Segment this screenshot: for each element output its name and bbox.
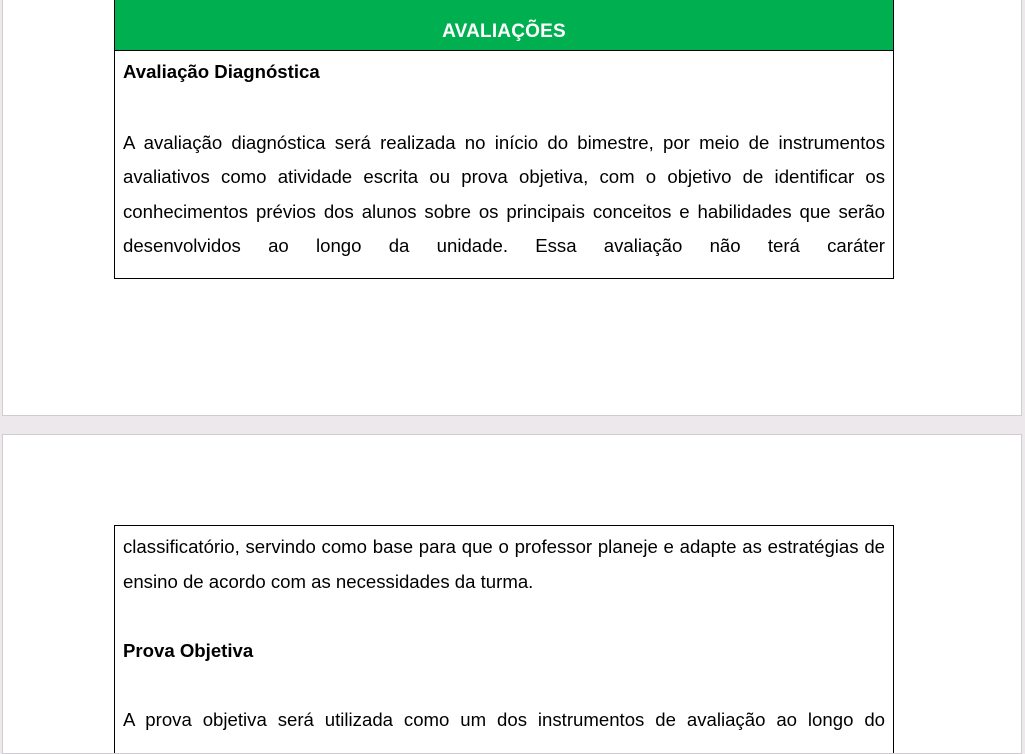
section-heading-diagnostic: Avaliação Diagnóstica	[123, 61, 320, 82]
document-page-2	[2, 434, 1022, 754]
section-paragraph-diagnostic: A avaliação diagnóstica será realizada no início do bimestre, por meio de instrumentos avaliativos como atividade escrita ou prova objetiva, com o objetivo de identificar os conhecimentos prévios dos alunos sobre os principais conceitos e habilidades que serão desenvolvidos ao longo da unidade. Essa avaliação não terá caráter	[123, 131, 885, 257]
table-cell	[115, 526, 893, 738]
table-cell	[115, 51, 893, 264]
evaluations-table-part-1	[114, 0, 894, 279]
section-paragraph-objective-test: A prova objetiva será utilizada como um dos instrumentos de avaliação ao longo do	[123, 708, 885, 730]
spacer	[123, 91, 885, 126]
spacer	[123, 599, 885, 634]
document-page-1	[2, 0, 1022, 416]
table-header: AVALIAÇÕES	[115, 0, 893, 51]
evaluations-table-part-2	[114, 525, 894, 754]
section-paragraph-diagnostic-continued: classificatório, servindo como base para que o professor planeje e adapte as estratégias de ensino de acordo com as necessidades da turma.	[123, 536, 885, 592]
section-heading-objective-test: Prova Objetiva	[123, 639, 254, 661]
spacer	[123, 668, 885, 703]
